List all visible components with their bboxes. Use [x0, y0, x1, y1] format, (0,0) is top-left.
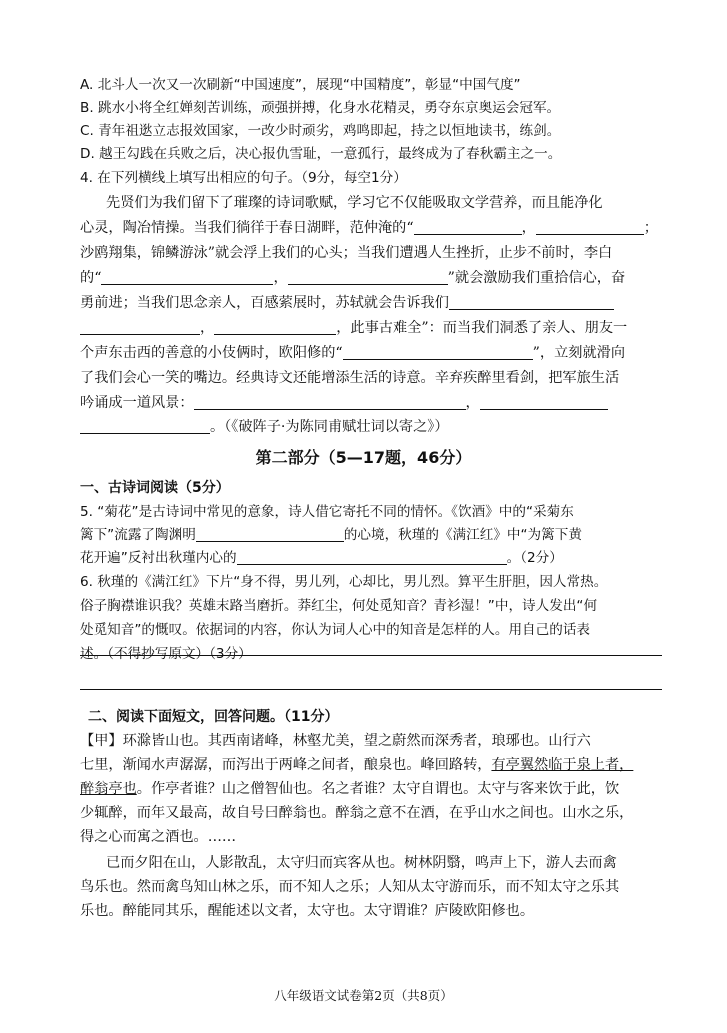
- q5-text: 的心境，秋瑾的《满江红》中“为篱下黄: [343, 527, 582, 543]
- passage-text: 。作亭者谁？山之僧智仙也。名之者谁？太守自谓也。太守与客来饮于此，饮: [136, 781, 620, 797]
- passage-line: [80, 755, 633, 775]
- q4-text: 的“: [80, 270, 102, 286]
- q4-para-line: [80, 343, 625, 363]
- answer-line[interactable]: [80, 689, 662, 690]
- passage-line: 鸟乐也。然而禽鸟知山林之乐，而不知人之乐；人知从太守游而乐，而不知太守之乐其: [80, 879, 620, 895]
- underlined-sentence: 醉翁亭也: [80, 781, 137, 797]
- q4-para-line: [80, 417, 449, 437]
- answer-blank[interactable]: [237, 549, 507, 565]
- q4-text: 。（《破阵子·为陈同甫赋壮词以寄之》）: [210, 419, 449, 435]
- underlined-sentence: 有亭翼然临于泉上者，: [491, 757, 634, 773]
- answer-blank[interactable]: [196, 526, 344, 542]
- answer-line[interactable]: [80, 655, 662, 656]
- q5-text: 花开遍”反衬出秋瑾内心的: [80, 550, 237, 566]
- answer-blank[interactable]: [480, 394, 608, 410]
- q4-para-line: 先贤们为我们留下了璀璨的诗词歌赋，学习它不仅能吸取文学营养，而且能净化: [106, 195, 603, 211]
- q4-stem: 4. 在下列横线上填写出相应的句子。（9分，每空1分）: [80, 170, 407, 186]
- answer-blank[interactable]: [414, 219, 522, 235]
- q4-text: 个声东击西的善意的小伎俩时，欧阳修的“: [80, 345, 343, 361]
- answer-blank[interactable]: [101, 269, 273, 285]
- q4-para-line: [80, 318, 627, 338]
- q4-text: 心灵，陶冶情操。当我们徜徉于春日湖畔，范仲淹的“: [80, 220, 414, 236]
- option-d[interactable]: D. 越王勾践在兵败之后，决心报仇雪耻，一意孤行，最终成为了春秋霸主之一。: [80, 146, 562, 162]
- q5-text: 。（2分）: [506, 550, 563, 566]
- passage-line: 已而夕阳在山，人影散乱，太守归而宾客从也。树林阴翳，鸣声上下，游人去而禽: [106, 855, 617, 871]
- q4-para-line: 沙鸥翔集，锦鳞游泳”就会浮上我们的心头；当我们遭遇人生挫折，止步不前时，李白: [80, 245, 613, 261]
- q4-text: ，此事古难全”：而当我们洞悉了亲人、朋友一: [336, 320, 628, 336]
- section2-title: 二、阅读下面短文，回答问题。（11分）: [88, 709, 339, 725]
- answer-blank[interactable]: [536, 219, 644, 235]
- q4-para-line: [80, 393, 608, 413]
- answer-blank[interactable]: [80, 319, 200, 335]
- q4-text: 勇前进；当我们思念亲人，百感萦展时，苏轼就会告诉我们: [80, 295, 449, 311]
- q4-text: ，: [465, 395, 480, 411]
- part2-title: 第二部分（5—17题，46分）: [255, 448, 472, 467]
- answer-blank[interactable]: [194, 394, 466, 410]
- option-a[interactable]: A. 北斗人一次又一次刷新“中国速度”，展现“中国精度”，彰显“中国气度”: [80, 77, 521, 93]
- q4-text: ，: [273, 270, 288, 286]
- q5-text: 篱下”流露了陶渊明: [80, 527, 196, 543]
- passage-line: 少辄醉，而年又最高，故自号曰醉翁也。醉翁之意不在酒，在乎山水之间也。山水之乐，: [80, 805, 634, 821]
- option-c[interactable]: C. 青年祖逖立志报效国家，一改少时顽劣，鸡鸣即起，持之以恒地读书，练剑。: [80, 123, 561, 139]
- q4-text: ”就会激励我们重拾信心，奋: [447, 270, 626, 286]
- section1-title: 一、古诗词阅读（5分）: [80, 480, 230, 496]
- q5-line: 5. “菊花”是古诗词中常见的意象，诗人借它寄托不同的情怀。《饮酒》中的“采菊东: [80, 504, 574, 520]
- q4-text: ；: [643, 220, 658, 236]
- option-b[interactable]: B. 跳水小将全红婵刻苦训练，顽强拼搏，化身水花精灵，勇夺东京奥运会冠军。: [80, 100, 561, 116]
- passage-line: 得之心而寓之酒也。……: [80, 829, 237, 845]
- q6-line: 6. 秋瑾的《满江红》下片“身不得，男儿列，心却比，男儿烈。算平生肝胆，因人常热。: [80, 574, 608, 590]
- q4-text: ”，立刻就滑向: [532, 345, 626, 361]
- passage-text: 七里，渐闻水声潺潺，而泻出于两峰之间者，酿泉也。峰回路转，: [80, 757, 492, 773]
- q5-line: [80, 525, 582, 545]
- passage-line: [80, 779, 619, 799]
- q4-para-line: [80, 218, 658, 238]
- q6-line: 处觅知音”的慨叹。依据词的内容，你认为词人心中的知音是怎样的人。用自己的话表: [80, 622, 591, 638]
- answer-blank[interactable]: [449, 294, 614, 310]
- q5-line: [80, 548, 563, 568]
- answer-blank[interactable]: [80, 418, 210, 434]
- passage-line: 乐也。醉能同其乐，醒能述以文者，太守也。太守谓谁？庐陵欧阳修也。: [80, 903, 535, 919]
- page-footer: 八年级语文试卷第2页（共8页）: [274, 988, 453, 1003]
- q4-para-line: [80, 268, 625, 288]
- answer-blank[interactable]: [288, 269, 448, 285]
- q4-text: ，: [521, 220, 536, 236]
- answer-blank[interactable]: [343, 344, 533, 360]
- q4-para-line: 了我们会心一笑的嘴边。经典诗文还能增添生活的诗意。辛弃疾醉里看剑，把军旅生活: [80, 370, 620, 386]
- q4-text: 吟诵成一道风景：: [80, 395, 194, 411]
- answer-blank[interactable]: [214, 319, 336, 335]
- passage-line: 【甲】环滁皆山也。其西南诸峰，林壑尤美，望之蔚然而深秀者，琅琊也。山行六: [80, 733, 591, 749]
- q4-para-line: [80, 293, 614, 313]
- q4-text: ，: [200, 320, 215, 336]
- q6-line: 俗子胸襟谁识我？英雄末路当磨折。莽红尘，何处觅知音？青衫湿！”中，诗人发出“何: [80, 598, 598, 614]
- q6-line: 述。（不得抄写原文）（3分）: [80, 646, 252, 662]
